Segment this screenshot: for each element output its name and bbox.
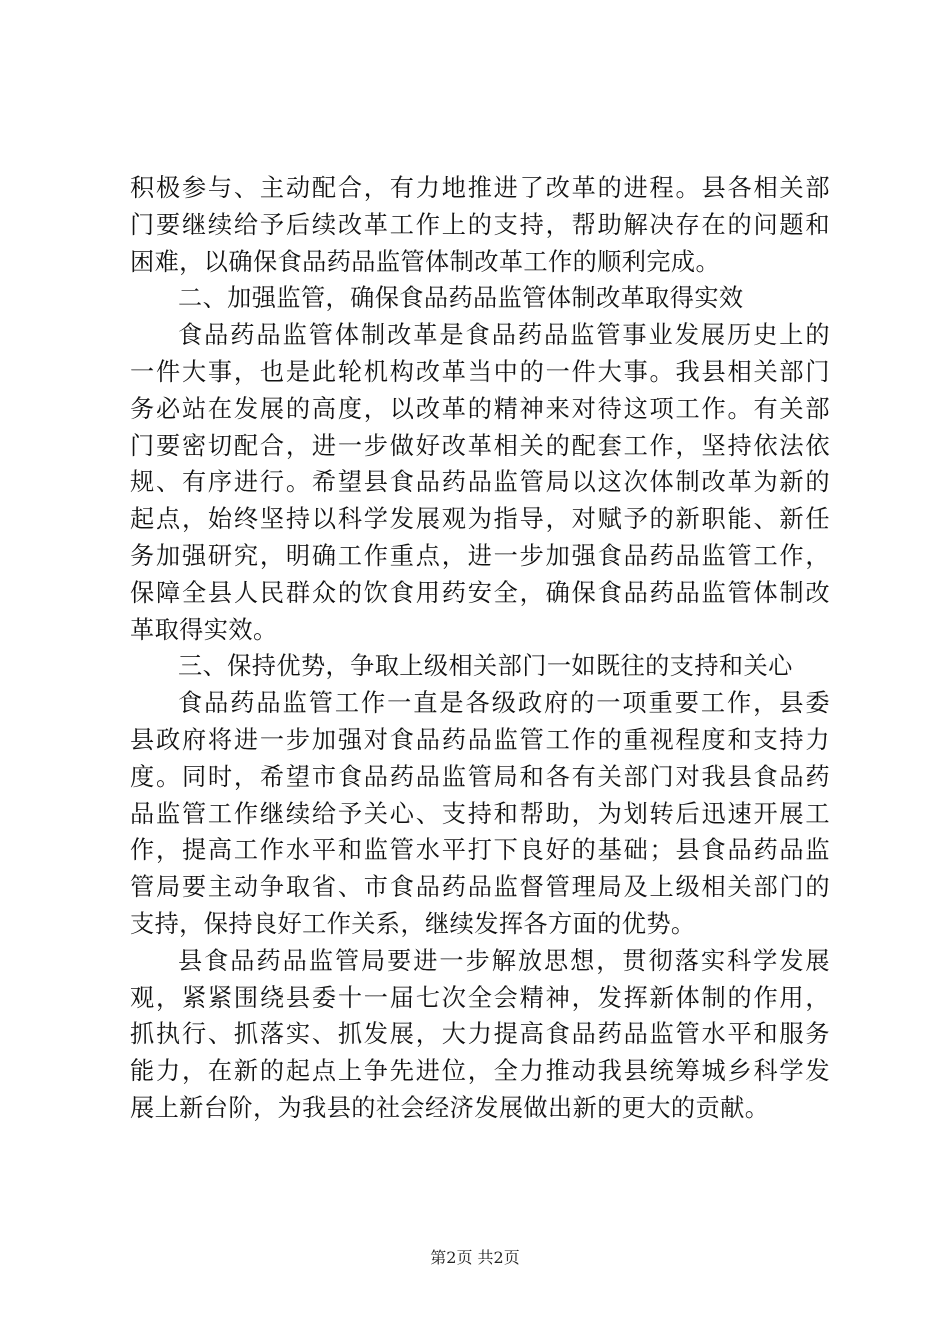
text-line: 规、有序进行。希望县食品药品监管局以这次体制改革为新的 <box>130 468 830 497</box>
text-line: 县政府将进一步加强对食品药品监管工作的重视程度和支持力 <box>130 725 830 754</box>
text-line: 保障全县人民群众的饮食用药安全，确保食品药品监管体制改 <box>130 578 830 607</box>
text-line: 食品药品监管工作一直是各级政府的一项重要工作，县委 <box>178 689 830 718</box>
text-line: 门要继续给予后续改革工作上的支持，帮助解决存在的问题和 <box>130 210 830 239</box>
text-line: 抓执行、抓落实、抓发展，大力提高食品药品监管水平和服务 <box>130 1020 830 1049</box>
text-line: 展上新台阶，为我县的社会经济发展做出新的更大的贡献。 <box>130 1093 770 1122</box>
text-line: 门要密切配合，进一步做好改革相关的配套工作，坚持依法依 <box>130 431 830 460</box>
text-line: 积极参与、主动配合，有力地推进了改革的进程。县各相关部 <box>130 174 830 202</box>
text-line: 起点，始终坚持以科学发展观为指导，对赋予的新职能、新任 <box>130 505 830 534</box>
text-line: 能力，在新的起点上争先进位，全力推动我县统筹城乡科学发 <box>130 1057 830 1086</box>
text-line: 务加强研究，明确工作重点，进一步加强食品药品监管工作， <box>130 541 830 570</box>
page-number: 第2页 共2页 <box>430 1248 520 1267</box>
text-line: 作，提高工作水平和监管水平打下良好的基础；县食品药品监 <box>130 836 830 865</box>
section-heading: 二、加强监管，确保食品药品监管体制改革取得实效 <box>178 284 744 313</box>
page-footer <box>0 1245 950 1268</box>
text-line: 度。同时，希望市食品药品监管局和各有关部门对我县食品药 <box>130 762 830 791</box>
text-line: 困难，以确保食品药品监管体制改革工作的顺利完成。 <box>130 247 721 276</box>
text-line: 务必站在发展的高度，以改革的精神来对待这项工作。有关部 <box>130 394 830 423</box>
text-line: 县食品药品监管局要进一步解放思想，贯彻落实科学发展 <box>178 946 830 975</box>
text-line: 品监管工作继续给予关心、支持和帮助，为划转后迅速开展工 <box>130 799 830 828</box>
text-line: 食品药品监管体制改革是食品药品监管事业发展历史上的 <box>178 321 830 350</box>
text-line: 革取得实效。 <box>130 615 278 644</box>
text-line: 观，紧紧围绕县委十一届七次全会精神，发挥新体制的作用， <box>130 983 830 1012</box>
section-heading: 三、保持优势，争取上级相关部门一如既往的支持和关心 <box>178 652 793 681</box>
document-body <box>130 170 830 1127</box>
text-line: 支持，保持良好工作关系，继续发挥各方面的优势。 <box>130 909 696 938</box>
text-line: 一件大事，也是此轮机构改革当中的一件大事。我县相关部门 <box>130 357 830 386</box>
text-line: 管局要主动争取省、市食品药品监督管理局及上级相关部门的 <box>130 873 830 902</box>
